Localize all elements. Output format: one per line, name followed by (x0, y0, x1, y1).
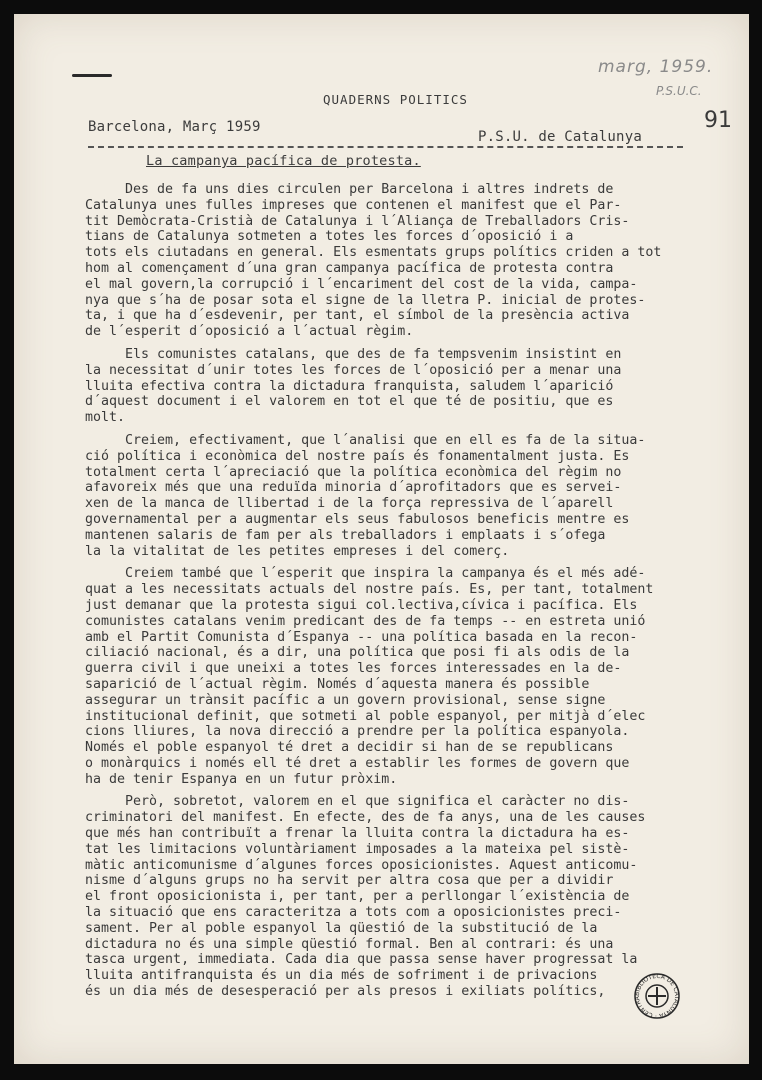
text-line: lluita antifranquista és un dia més de sofriment i de privacions (85, 968, 598, 984)
handwritten-date-note: marg, 1959. (598, 57, 714, 77)
paragraph (85, 433, 695, 559)
text-line: molt. (85, 410, 126, 426)
text-line: que més han contribuït a frenar la lluita contra la dictadura ha es- (85, 826, 630, 842)
text-line: de l´esperit d´oposició a l´actual règim. (85, 324, 414, 340)
text-line: governamental per a augmentar els seus fabulosos beneficis mentre es (85, 511, 630, 527)
text-line: nisme d´alguns grups no ha servit per altra cosa que per a dividir (85, 873, 614, 889)
paragraph (85, 347, 695, 426)
text-line: ció política i econòmica del nostre país és fonamentalment justa. Es (85, 448, 630, 464)
place-date: Barcelona, Març 1959 (88, 119, 261, 135)
staple-mark (72, 74, 112, 77)
text-line: màtic anticomunisme d´algunes forces oposicionistes. Aquest anticomu- (85, 857, 638, 873)
text-line: el mal govern,la corrupció i l´encariment del cost de la vida, campa- (85, 276, 638, 292)
organization-name: P.S.U. de Catalunya (478, 129, 642, 145)
text-line: cions lliures, la nova direcció a prendre per la política espanyola. (85, 724, 630, 740)
text-line: ha de tenir Espanya en un futur pròxim. (85, 771, 398, 787)
text-line: ciliació nacional, és a dir, una política que posi fi als odis de la (85, 645, 630, 661)
text-line: Catalunya unes fulles impreses que contenen el manifest que el Par- (85, 197, 622, 213)
text-line: tots els ciutadans en general. Els esmentats grups polítics criden a tot (85, 245, 662, 261)
text-line: afavoreix més que una reduïda minoria d´aprofitadors que es servei- (85, 480, 622, 496)
text-line: institucional definit, que sotmeti al poble espanyol, per mitjà d´elec (85, 708, 646, 724)
handwritten-org-note: P.S.U.C. (656, 84, 702, 98)
text-line: xen de la manca de llibertad i de la força repressiva de l´aparell (85, 496, 614, 512)
text-line: és un dia més de desesperació per als presos i exiliats polítics, (85, 984, 606, 1000)
text-line: tians de Catalunya sotmeten a totes les forces d´oposició i a (85, 229, 574, 245)
text-line: hom al començament d´una gran campanya pacífica de protesta contra (85, 260, 614, 276)
text-line: nya que s´ha de posar sota el signe de la lletra P. inicial de protes- (85, 292, 646, 308)
text-line: mantenen salaris de fam per als treballadors i emplaats i s´ofega (85, 527, 606, 543)
text-line: Però, sobretot, valorem en el que significa el caràcter no dis- (85, 794, 630, 810)
text-line: o monàrquics i només ell té dret a establir les formes de govern que (85, 755, 630, 771)
text-line: ta, i que ha d´esdevenir, per tant, el símbol de la presència activa (85, 308, 630, 324)
text-line: tit Demòcrata-Cristià de Catalunya i l´Aliança de Treballadors Cris- (85, 213, 630, 229)
text-line: d´aquest document i el valorem en tot el que té de positiu, que es (85, 394, 614, 410)
paragraph (85, 182, 695, 340)
text-line: assegurar un trànsit pacífic a un govern provisional, sense signe (85, 692, 606, 708)
paragraph (85, 566, 695, 787)
text-line: dictadura no és una simple qüestió formal. Ben al contrari: és una (85, 936, 614, 952)
document-title: QUADERNS POLITICS (323, 92, 468, 107)
text-line: just demanar que la protesta sigui col.lectiva,cívica i pacífica. Els (85, 597, 638, 613)
text-line: tat les limitacions voluntàriament imposades a la mateixa pel sistè- (85, 841, 630, 857)
stamp-text: BIBLIOTECA DE CATALUNYA · CENTRA (633, 972, 681, 1020)
text-line: criminatori del manifest. En efecte, des de fa anys, una de les causes (85, 810, 646, 826)
text-line: totalment certa l´apreciació que la política econòmica del règim no (85, 464, 622, 480)
text-line: Els comunistes catalans, que des de fa tempsvenim insistint en (85, 346, 622, 362)
text-line: el front oposicionista i, per tant, per a perllongar l´existència de (85, 889, 630, 905)
section-heading: La campanya pacífica de protesta. (146, 153, 421, 169)
text-line: quat a les necessitats actuals del nostre país. Es, per tant, totalment (85, 582, 654, 598)
text-line: Creiem també que l´esperit que inspira la campanya és el més adé- (85, 566, 646, 582)
text-line: comunistes catalans venim predicant des de fa temps -- en estreta unió (85, 613, 646, 629)
text-line: la situació que ens caracteritza a tots com a oposicionistes preci- (85, 905, 622, 921)
library-stamp (633, 972, 681, 1020)
paragraph (85, 794, 695, 999)
text-line: tasca urgent, immediata. Cada dia que passa sense haver progressat la (85, 952, 638, 968)
text-line: amb el Partit Comunista d´Espanya -- una política basada en la recon- (85, 629, 638, 645)
text-line: lluita efectiva contra la dictadura franquista, saludem l´aparició (85, 378, 614, 394)
text-line: Des de fa uns dies circulen per Barcelona i altres indrets de (85, 182, 614, 197)
text-line: sament. Per al poble espanyol la qüestió de la substitució de la (85, 920, 598, 936)
text-line: guerra civil i que uneixi a totes les forces interessades en la de- (85, 661, 622, 677)
text-line: Creiem, efectivament, que l´analisi que en ell es fa de la situa- (85, 432, 646, 448)
header-divider (88, 146, 683, 148)
page-number: 91 (704, 108, 732, 133)
document-body (85, 182, 695, 1007)
text-line: Només el poble espanyol té dret a decidir si han de se republicans (85, 740, 614, 756)
text-line: saparició de l´actual règim. Només d´aquesta manera és possible (85, 676, 590, 692)
text-line: la la vitalitat de les petites empreses i del comerç. (85, 543, 510, 559)
text-line: la necessitat d´unir totes les forces de l´oposició per a menar una (85, 362, 622, 378)
